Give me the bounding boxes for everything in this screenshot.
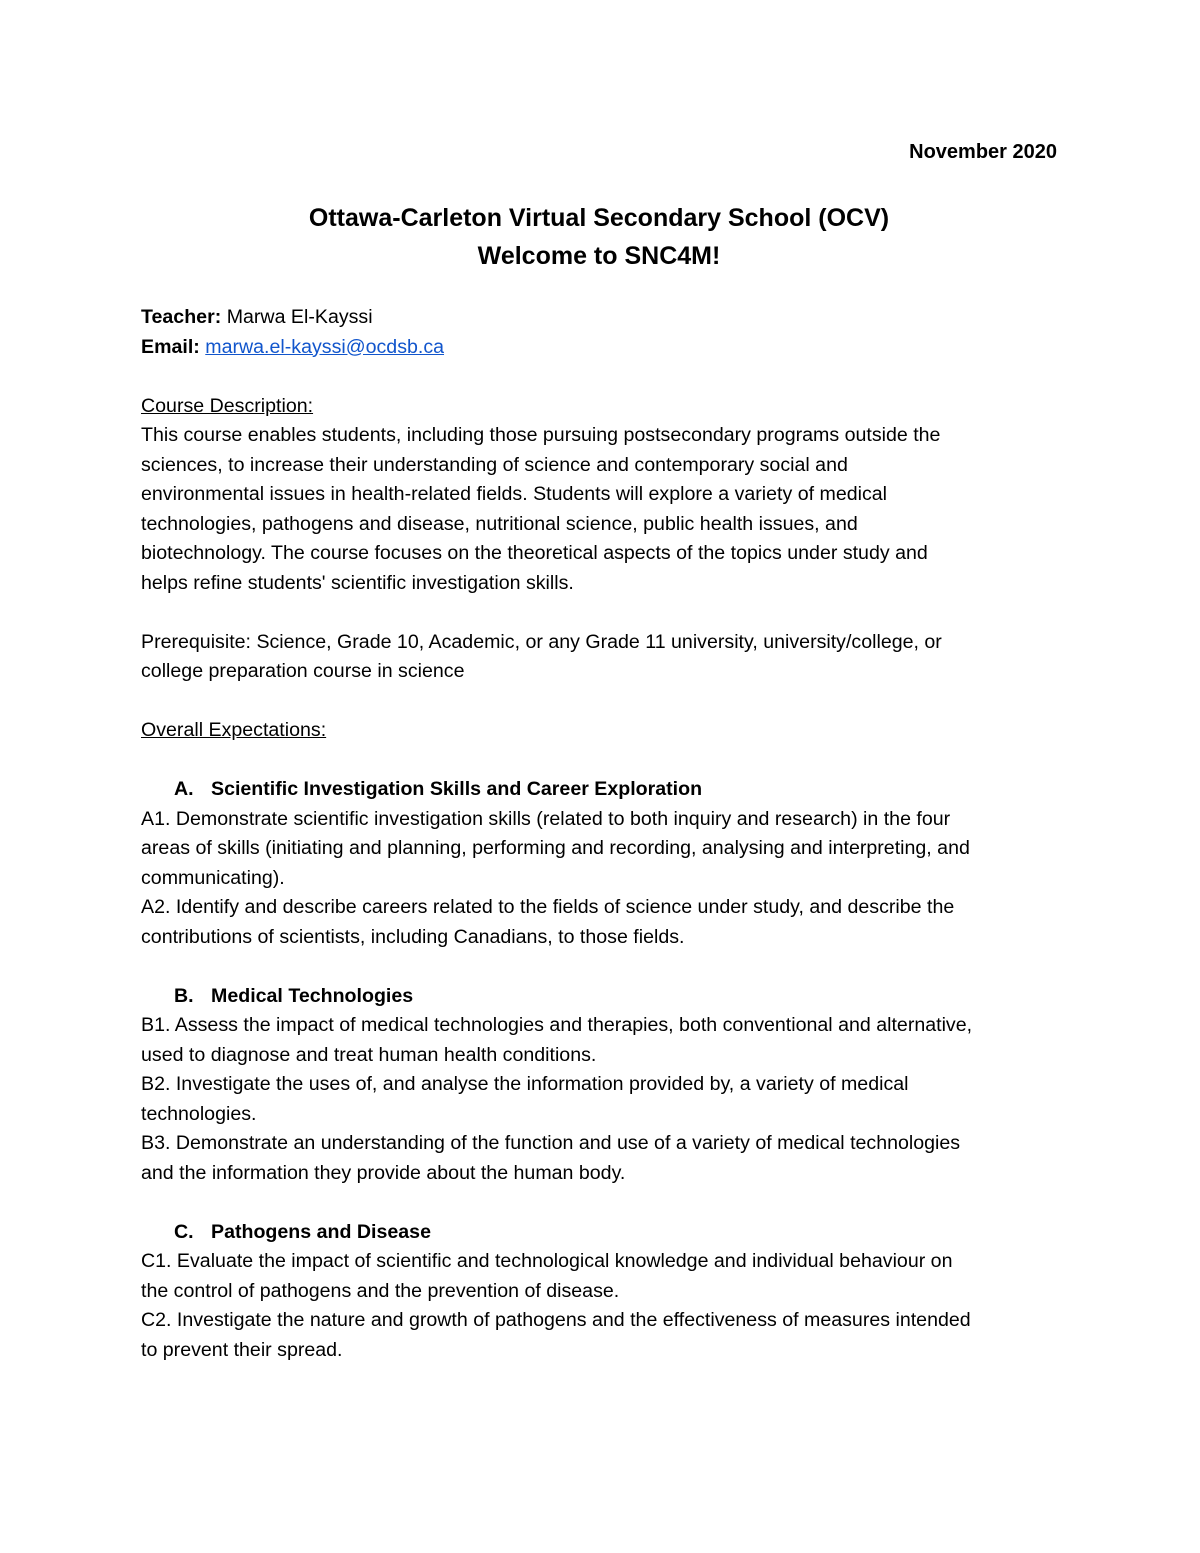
expectation-section-a xyxy=(141,775,1066,952)
expectation-line: and the information they provide about the human body. xyxy=(141,1161,626,1184)
section-heading xyxy=(141,1218,1066,1248)
email-label: Email: xyxy=(141,335,200,358)
prerequisite-line: college preparation course in science xyxy=(141,660,465,682)
section-heading xyxy=(141,775,1066,805)
expectation-line: C2. Investigate the nature and growth of pathogens and the effectiveness of measures intended xyxy=(141,1309,971,1331)
school-name: Ottawa-Carleton Virtual Secondary School (OCV) xyxy=(308,204,890,232)
section-letter: B. xyxy=(174,984,194,1007)
expectation-section-c xyxy=(141,1218,1066,1366)
expectation-section-b xyxy=(141,982,1066,1189)
expectation-line: C1. Evaluate the impact of scientific and technological knowledge and individual behaviour on xyxy=(141,1250,953,1272)
overall-expectations-heading: Overall Expectations: xyxy=(141,719,327,741)
document-date: November 2020 xyxy=(909,141,1057,163)
document-title xyxy=(141,199,1057,275)
description-line: This course enables students, including those pursuing postsecondary programs outside the xyxy=(141,424,941,446)
description-line: biotechnology. The course focuses on the theoretical aspects of the topics under study and xyxy=(141,542,928,564)
section-letter: A. xyxy=(174,778,194,800)
document-body xyxy=(141,303,1066,1365)
section-title: Scientific Investigation Skills and Career Exploration xyxy=(211,778,703,800)
email-link[interactable]: marwa.el-kayssi@ocdsb.ca xyxy=(205,335,445,358)
expectation-line: used to diagnose and treat human health conditions. xyxy=(141,1043,597,1066)
description-line: helps refine students' scientific investigation skills. xyxy=(141,571,574,594)
expectation-line: contributions of scientists, including Canadians, to those fields. xyxy=(141,925,685,948)
teacher-label: Teacher: xyxy=(141,306,222,328)
expectation-line: communicating). xyxy=(141,866,285,889)
expectation-line: A2. Identify and describe careers related to the fields of science under study, and describe the xyxy=(141,896,955,918)
expectation-line: to prevent their spread. xyxy=(141,1338,343,1361)
course-description-text xyxy=(141,421,1066,598)
section-heading xyxy=(141,982,1066,1012)
section-title: Pathogens and Disease xyxy=(211,1220,431,1243)
course-description-heading: Course Description: xyxy=(141,394,314,417)
expectation-line: B2. Investigate the uses of, and analyse the information provided by, a variety of medical xyxy=(141,1073,909,1095)
expectation-line: B3. Demonstrate an understanding of the function and use of a variety of medical technologies xyxy=(141,1132,961,1154)
description-line: sciences, to increase their understanding of science and contemporary social and xyxy=(141,453,848,476)
expectation-line: the control of pathogens and the prevention of disease. xyxy=(141,1279,620,1302)
prerequisite-line: Prerequisite: Science, Grade 10, Academic, or any Grade 11 university, university/college, or xyxy=(141,630,942,653)
description-line: environmental issues in health-related fields. Students will explore a variety of medical xyxy=(141,483,888,505)
description-line: technologies, pathogens and disease, nutritional science, public health issues, and xyxy=(141,512,858,535)
expectation-line: A1. Demonstrate scientific investigation skills (related to both inquiry and research) in the four xyxy=(141,807,951,830)
email-line xyxy=(141,333,1066,363)
teacher-line xyxy=(141,303,1066,333)
expectation-line: B1. Assess the impact of medical technologies and therapies, both conventional and alternative, xyxy=(141,1014,973,1036)
expectation-line: areas of skills (initiating and planning, performing and recording, analysing and interpreting, and xyxy=(141,837,970,859)
welcome-heading: Welcome to SNC4M! xyxy=(477,242,721,270)
section-title: Medical Technologies xyxy=(211,984,414,1007)
prerequisite-text xyxy=(141,628,1066,687)
expectation-line: technologies. xyxy=(141,1102,257,1125)
section-letter: C. xyxy=(174,1220,194,1243)
teacher-name: Marwa El-Kayssi xyxy=(226,306,373,328)
